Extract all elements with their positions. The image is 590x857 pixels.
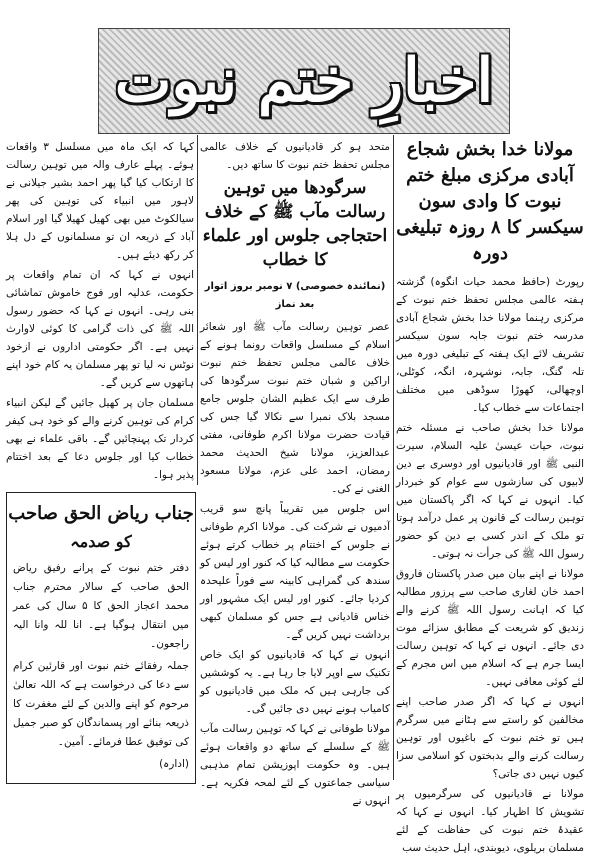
column-divider (197, 135, 198, 485)
condolence-subtitle: کو صدمہ (70, 532, 132, 551)
condolence-paragraph: دفتر ختم نبوت کے پرانے رفیق ریاض الحق صاحب کے سالار محترم جناب محمد اعجاز الحق کا ۵ سال کی عمر میں انتقال ہوگیا ہے۔ انا للہ وانا الیہ راجعون۔ (13, 562, 189, 650)
article-paragraph: انہوں نے کہا کہ ان تمام واقعات پر حکومت، عدلیہ اور فوج خاموش تماشائی بنی رہی۔ انہوں نے کہا کہ حضور رسول اللہ ﷺ کی ذات گرامی کا کوئی لاوارث نہیں ہے۔ اگر حکومتی اداروں نے ازخود نوٹس نہ لیا تو پھر مسلمان یہ کام خود اپنے ہاتھوں سے کریں گے۔ (6, 269, 194, 389)
article-paragraph: مسلمان جان پر کھیل جائیں گے لیکن انبیاء کرام کی توہین کرنے والے کو خود ہی کیفر کردار تک پہنچائیں گے۔ باقی علماء نے بھی خطاب کیا اور جلوس دعا کے بعد اختتام پذیر ہوا۔ (6, 397, 194, 481)
masthead-banner (98, 28, 510, 134)
left-column-article (6, 138, 194, 488)
condolence-body (7, 559, 195, 774)
article-paragraph: مولانا نے اپنے بیان میں صدر پاکستان فاروق احمد خان لغاری صاحب سے پرزور مطالبہ کیا کہ اہانت رسول اللہ ﷺ کرنے والے زندیق کو شریعت کے مطابق سزائے موت دی جائے۔ انہوں نے کہا کہ توہین رسالت ایسا جرم ہے کہ اسلام میں اس مجرم کے لئے کوئی معافی نہیں۔ (396, 568, 584, 688)
condolence-box (6, 492, 196, 784)
masthead-title: اخبارِ ختم نبوت (114, 46, 494, 116)
condolence-title: جناب ریاض الحق صاحب (8, 503, 194, 524)
article-paragraph: انہوں نے کہا کہ اگر صدر صاحب اپنے مخالفین کو راستے سے ہٹانے میں سرگرم ہیں تو ختم نبوت کے باغیوں اور توہین رسالت کرنے والے بدبختوں کو اسلامی سزا کیوں نہیں دی جاتی؟ (396, 696, 584, 780)
article-paragraph: کہا کہ ایک ماہ میں مسلسل ۳ واقعات ہوئے۔ پہلے عارف والہ میں توہین رسالت کا ارتکاب کیا گیا پھر احمد بشیر جیلانی نے لاہور میں انبیاء کی توہین کی پھر سیالکوٹ میں بھی کھیل کھیلا گیا اور اسلام آباد کے ذریعہ ان تو مسلمانوں کے دل ہلا کر رکھ دیئے ہیں۔ (6, 141, 195, 261)
article-paragraph: انہوں نے کہا کہ قادیانیوں کو ایک خاص تکنیک سے اوپر لایا جا رہا ہے۔ یہ کوششیں کی جارہی ہیں کہ ملک میں قادیانیوں کو کامیاب ہونے نہیں دی جائیں گی۔ (200, 649, 390, 715)
article-lead: متحد ہو کر قادیانیوں کے خلاف عالمی مجلس تحفظ ختم نبوت کا ساتھ دیں۔ (200, 141, 390, 171)
condolence-paragraph: جملہ رفقائے ختم نبوت اور قارئین کرام سے دعا کی درخواست ہے کہ اللہ تعالیٰ مرحوم کو اپنے والدین کے لئے مغفرت کا ذریعہ بنائے اور پسماندگان کو صبر جمیل کی توفیق عطا فرمائے۔ آمین۔ (13, 660, 189, 748)
condolence-credit: (ادارہ) (159, 758, 189, 770)
column-divider (393, 135, 394, 780)
article-paragraph: مولانا نے قادیانیوں کی سرگرمیوں پر تشویش کا اظہار کیا۔ انہوں نے کہا کہ عقیدۂ ختم نبوت کی حفاظت کے لئے مسلمان بریلوی، دیوبندی، اہل حدیث سب (396, 788, 584, 854)
article-paragraph: اس جلوس میں تقریباً پانچ سو قریب آدمیوں نے شرکت کی۔ مولانا اکرم طوفانی نے جلوس کے اختتام پر خطاب کرتے ہوئے حکومت سے مطالبہ کیا کہ کنور اور لیس کو سندھ کی گمراہی کابینہ سے فوراً علیحدہ کردیا جائے۔ کنور اور لیس ایک مشہور اور خناس قادیانی ہے جس کو مسلمان کبھی برداشت نہیں کریں گے۔ (200, 503, 390, 641)
article-headline: سرگودھا میں توہین رسالت مآب ﷺ کے خلاف احتجاجی جلوس اور علماء کا خطاب (202, 178, 388, 270)
article-paragraph: مولانا طوفانی نے کہا کہ توہین رسالت مآب ﷺ کے سلسلے کے ساتھ دو واقعات ہوئے ہیں۔ وہ حکومت اپوزیشن تمام مذہبی سیاسی جماعتوں کے لئے لمحہ فکریہ ہے۔ انہوں نے (200, 723, 390, 807)
right-column-article (396, 135, 584, 854)
article-headline: مولانا خدا بخش شجاع آبادی مرکزی مبلغ ختم نبوت کا وادی سون سیکسر کا ۸ روزہ تبلیغی دورہ (396, 139, 584, 264)
article-byline: (نمائندہ خصوصی) ۷ نومبر بروز اتوار بعد نماز (204, 281, 386, 310)
article-paragraph: مولانا خدا بخش صاحب نے مسئلہ ختم نبوت، حیات عیسیٰ علیہ السلام، سیرت النبی ﷺ اور قادیانیوں اور دوسری بے دین لابیوں کی سازشوں سے عوام کو خبردار کیا۔ انہوں نے کہا کہ اگر پاکستان میں توہین رسالت کے قانون پر عمل درآمد ہوتا تو ملک کے اندر کسی بے دین کو حضور رسول اللہ ﷺ کی جرأت نہ ہوتی۔ (396, 422, 584, 560)
middle-column-article (200, 138, 390, 807)
article-paragraph: رپورٹ (حافظ محمد حیات انگوہ) گزشتہ ہفتہ عالمی مجلس تحفظ ختم نبوت کے مرکزی رہنما مولانا خدا بخش شجاع آبادی مدرسہ ختم نبوت جابہ سون سیکسر تشریف لائے ایک ہفتہ کے تبلیغی دورہ میں تلہ گنگ، جابہ، نوشہرہ، انگہ، کوٹلی، اوچھالی، کھوڑا سوڈھی میں مختلف اجتماعات سے خطاب کیا۔ (396, 276, 584, 414)
article-paragraph: عصر توہین رسالت مآب ﷺ اور شعائر اسلام کے مسلسل واقعات رونما ہونے کے خلاف عالمی مجلس تحفظ ختم نبوت اراکین و شبان ختم نبوت سرگودھا کی طرف سے ایک عظیم الشان جلوس جامع مسجد بلاک نمبرا سے نکالا گیا جس کی قیادت حضرت مولانا اکرم طوفانی، مفتی عبدالعزیز، مولانا شیخ الحدیث محمد رمضان، احمد علی عزم، مولانا مسعود الغنی نے کی۔ (200, 321, 390, 495)
